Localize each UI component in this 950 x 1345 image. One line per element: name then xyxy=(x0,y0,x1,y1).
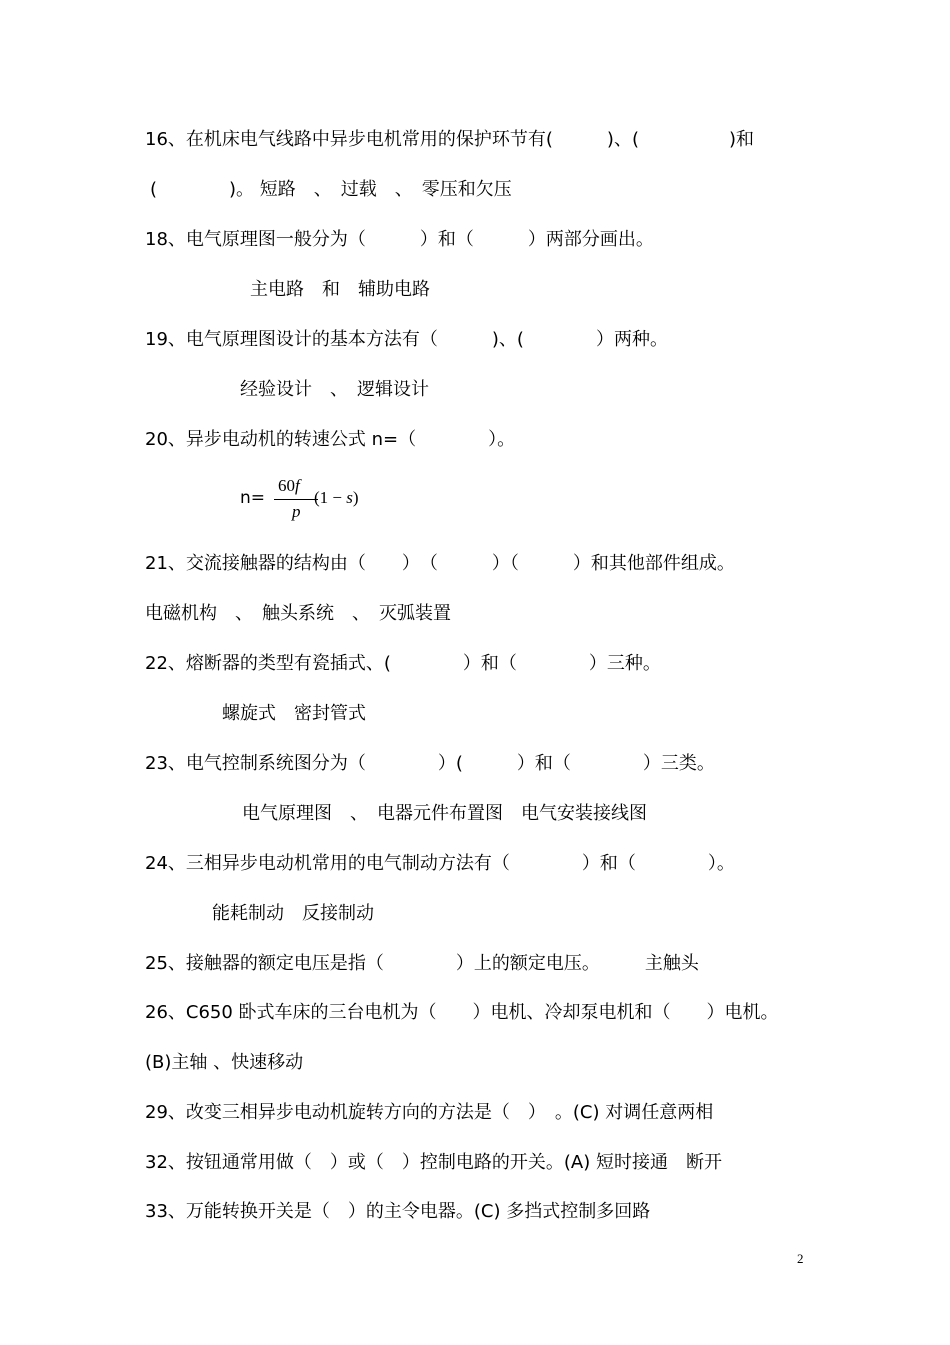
fraction-bar xyxy=(274,499,318,500)
answer-19: 经验设计 、 逻辑设计 xyxy=(240,379,429,400)
answer-26: (B)主轴 、快速移动 xyxy=(145,1052,304,1073)
question-22: 22、熔断器的类型有瓷插式、( ）和（ ）三种。 xyxy=(145,653,661,674)
question-21: 21、交流接触器的结构由（ ） （ ）（ ）和其他部件组成。 xyxy=(145,553,735,574)
question-29: 29、改变三相异步电动机旋转方向的方法是（ ） 。(C) 对调任意两相 xyxy=(145,1102,714,1123)
page-number: 2 xyxy=(797,1251,804,1266)
answer-18: 主电路 和 辅助电路 xyxy=(250,279,430,300)
formula-denominator: p xyxy=(292,502,301,521)
question-19: 19、电气原理图设计的基本方法有（ )、( ）两种。 xyxy=(145,329,668,350)
question-32: 32、按钮通常用做（ ）或（ ）控制电路的开关。(A) 短时接通 断开 xyxy=(145,1152,722,1173)
question-26: 26、C650 卧式车床的三台电机为（ ）电机、冷却泵电机和（ ）电机。 xyxy=(145,1002,779,1023)
question-16: 16、在机床电气线路中异步电机常用的保护环节有( )、( )和 xyxy=(145,129,754,150)
question-23: 23、电气控制系统图分为（ ）( ）和（ ）三类。 xyxy=(145,753,715,774)
question-20: 20、异步电动机的转速公式 n=（ ）。 xyxy=(145,429,516,450)
formula-rhs: (1 − s) xyxy=(314,488,359,507)
answer-22: 螺旋式 密封管式 xyxy=(222,703,366,724)
answer-21: 电磁机构 、 触头系统 、 灭弧装置 xyxy=(145,603,451,624)
speed-formula xyxy=(240,476,440,532)
formula-numerator: 60f xyxy=(278,476,300,495)
answer-24: 能耗制动 反接制动 xyxy=(212,903,374,924)
question-24: 24、三相异步电动机常用的电气制动方法有（ ）和（ ）。 xyxy=(145,853,735,874)
question-33: 33、万能转换开关是（ ）的主令电器。(C) 多挡式控制多回路 xyxy=(145,1201,651,1222)
answer-23: 电气原理图 、 电器元件布置图 电气安装接线图 xyxy=(242,803,647,824)
formula-lhs: n= xyxy=(240,488,266,508)
answer-16: ( )。 短路 、 过载 、 零压和欠压 xyxy=(150,179,512,200)
question-25: 25、接触器的额定电压是指（ ）上的额定电压。 主触头 xyxy=(145,953,699,974)
question-18: 18、电气原理图一般分为（ ）和（ ）两部分画出。 xyxy=(145,229,654,250)
